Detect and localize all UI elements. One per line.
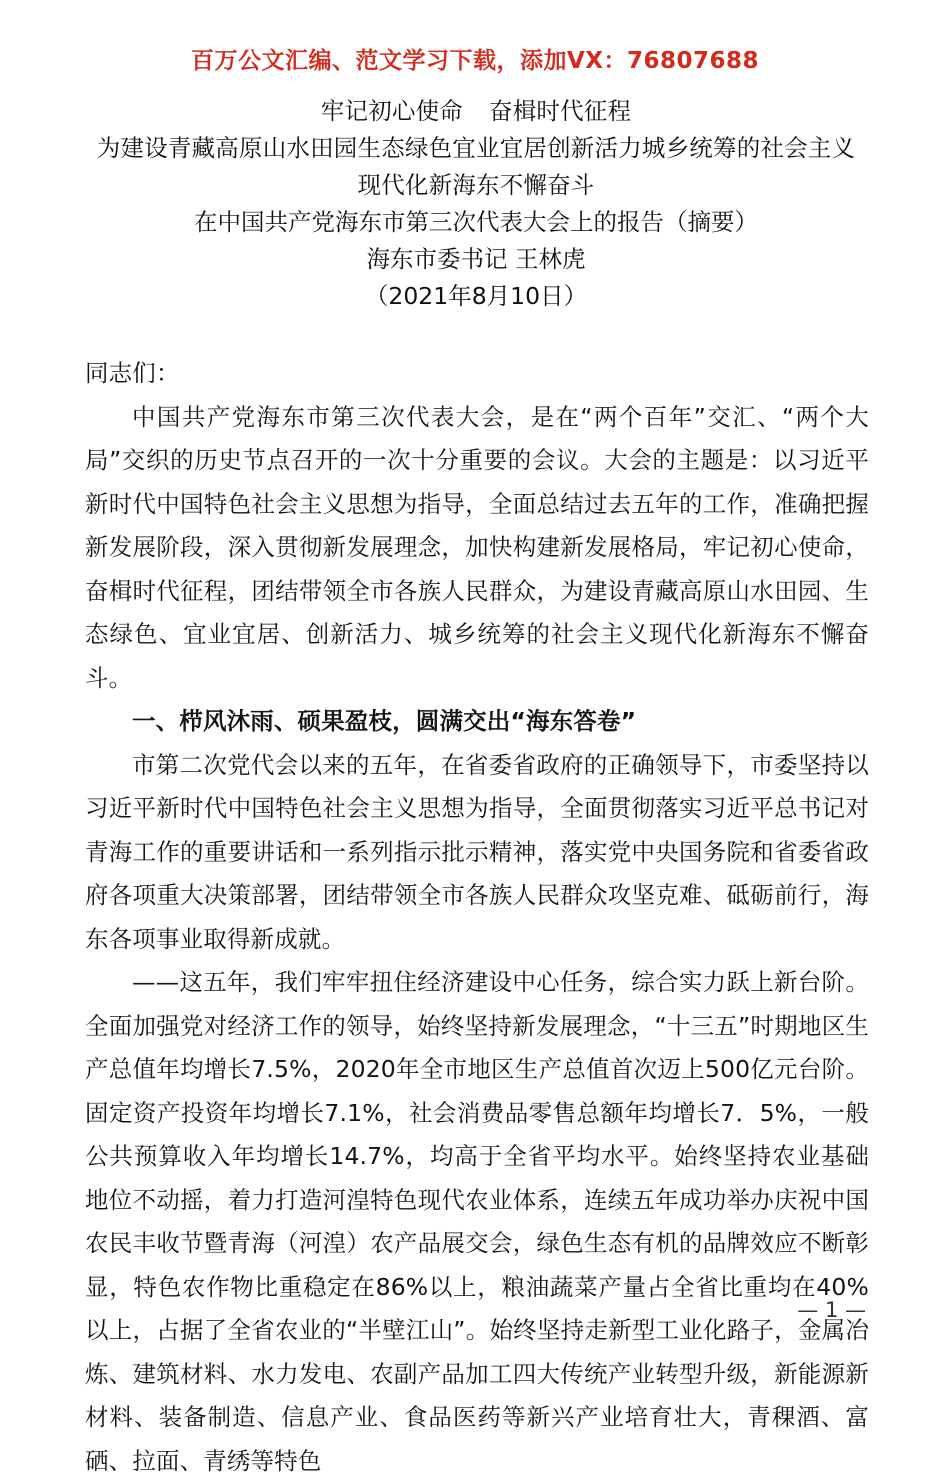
page-number: — 1 — xyxy=(797,1298,866,1322)
doc-title-line1 xyxy=(85,93,867,130)
document-body xyxy=(85,352,869,1483)
doc-occasion: 在中国共产党海东市第三次代表大会上的报告（摘要） xyxy=(194,208,758,236)
doc-title-line1-right: 奋楫时代征程 xyxy=(489,97,632,125)
promo-banner-text: 百万公文汇编、范文学习下载，添加VX：76807688 xyxy=(190,48,760,74)
doc-subtitle: 为建设青藏高原山水田园生态绿色宜业宜居创新活力城乡统筹的社会主义现代化新海东不懈奋斗 xyxy=(96,134,856,199)
salutation: 同志们： xyxy=(85,359,180,387)
doc-title-line1-left: 牢记初心使命 xyxy=(320,97,463,125)
body-paragraph: 市第二次党代会以来的五年，在省委省政府的正确领导下，市委坚持以习近平新时代中国特色社会主义思想为指导，全面贯彻落实习近平总书记对青海工作的重要讲话和一系列指示批示精神，落实党中央国务院和省委省政府各项重大决策部署，团结带领全市各族人民群众攻坚克难、砥砺前行，海东各项事业取得新成就。 xyxy=(85,750,869,953)
body-paragraph: ——这五年，我们牢牢扭住经济建设中心任务，综合实力跃上新台阶。全面加强党对经济工作的领导，始终坚持新发展理念，“十三五”时期地区生产总值年均增长7.5%，2020年全市地区生产总值首次迈上500亿元台阶。固定资产投资年均增长7.1%，社会消费品零售总额年均增长7．5%，一般公共预算收入年均增长14.7%，均高于全省平均水平。始终坚持农业基础地位不动摇，着力打造河湟特色现代农业体系，连续五年成功举办庆祝中国农民丰收节暨青海（河湟）农产品展交会，绿色生态有机的品牌效应不断彰显，特色农作物比重稳定在86%以上，粮油蔬菜产量占全省比重均在40%以上，占据了全省农业的“半壁江山”。始终坚持走新型工业化路子，金属冶炼、建筑材料、水力发电、农副产品加工四大传统产业转型升级，新能源新材料、装备制造、信息产业、食品医药等新兴产业培育壮大，青稞酒、富硒、拉面、青绣等特色 xyxy=(85,968,869,1475)
title-block xyxy=(85,93,867,315)
doc-author: 海东市委书记 王林虎 xyxy=(366,245,586,273)
doc-date: （2021年8月10日） xyxy=(364,282,588,310)
section-heading-1: 一、栉风沐雨、硕果盈枝，圆满交出“海东答卷” xyxy=(132,707,637,735)
body-paragraph: 中国共产党海东市第三次代表大会，是在“两个百年”交汇、“两个大局”交织的历史节点召开的一次十分重要的会议。大会的主题是：以习近平新时代中国特色社会主义思想为指导，全面总结过去五年的工作，准确把握新发展阶段，深入贯彻新发展理念，加快构建新发展格局，牢记初心使命，奋楫时代征程，团结带领全市各族人民群众，为建设青藏高原山水田园、生态绿色、宜业宜居、创新活力、城乡统筹的社会主义现代化新海东不懈奋斗。 xyxy=(85,402,869,692)
